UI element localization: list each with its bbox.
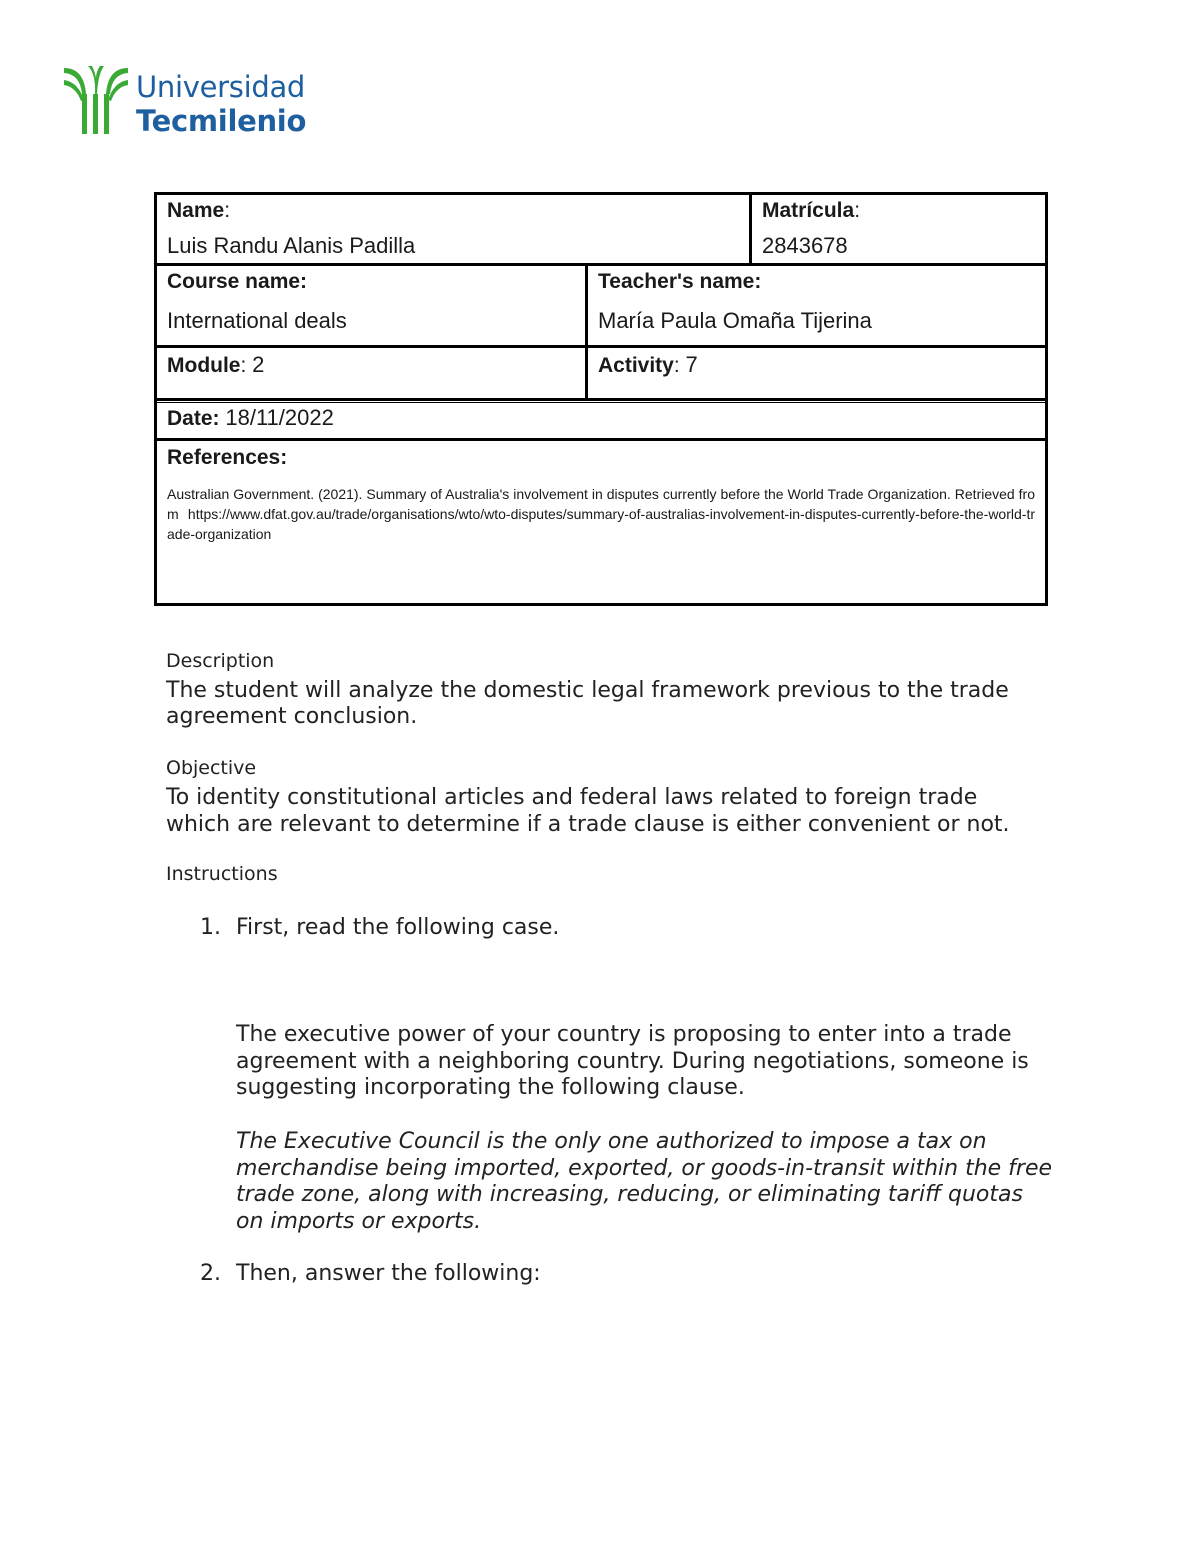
date-label: Date: <box>167 407 220 430</box>
activity-label: Activity <box>598 354 674 377</box>
clause-paragraph: The Executive Council is the only one authorized to impose a tax on merchandise being imported, exported, or goods-in-transit within the free trade zone, along with increasing, reducing, or eliminating tariff quotas on imports or exports. <box>236 1129 1053 1234</box>
list-item-text: Then, answer the following: <box>236 1261 541 1286</box>
module-value: 2 <box>252 352 265 377</box>
teacher-cell: Teacher's name: María Paula Omaña Tijerina <box>588 266 1045 346</box>
activity-value: 7 <box>685 352 698 377</box>
name-label: Name <box>167 199 225 222</box>
teacher-label: Teacher's name <box>598 270 755 293</box>
list-item-text: First, read the following case. <box>236 915 560 940</box>
description-text: The student will analyze the domestic legal framework previous to the trade agreement conclusion. <box>166 678 1009 729</box>
date-cell <box>157 401 1045 439</box>
course-label: Course name <box>167 270 301 293</box>
matricula-cell: Matrícula: 2843678 <box>752 195 1045 265</box>
activity-cell: Activity: 7 <box>598 352 698 377</box>
objective-text: To identity constitutional articles and federal laws related to foreign trade which are relevant to determine if a trade clause is either convenient or not. <box>166 785 1010 837</box>
date-value: 18/11/2022 <box>225 405 334 430</box>
references-label: References: <box>167 446 288 469</box>
case-paragraph: The executive power of your country is proposing to enter into a trade agreement with a neighboring country. During negotiations, someone is suggesting incorporating the following clause. <box>236 1022 1029 1100</box>
list-item-number: 2. <box>200 1261 221 1286</box>
university-logo <box>62 64 322 140</box>
course-value: International deals <box>167 308 347 333</box>
references-cell <box>157 442 1045 600</box>
logo-text-universidad: Universidad <box>136 70 306 104</box>
teacher-value: María Paula Omaña Tijerina <box>598 308 872 333</box>
student-info-table <box>154 192 1048 606</box>
references-text: Australian Government. (2021). Summary of Australia's involvement in disputes currently before the World Trade Organization. Retrieved from https://www.dfat.gov.au/trade/organisations/wto/wto-disputes/summary-of-australias-involvement-in-disputes-currently-before-the-world-trade-organization <box>167 486 1035 542</box>
module-cell: Module: 2 <box>167 352 265 377</box>
name-cell: Name: Luis Randu Alanis Padilla <box>157 195 749 265</box>
logo-text-tecmilenio: Tecmilenio <box>136 104 307 138</box>
tecmilenio-leaf-icon <box>62 64 130 136</box>
objective-label: Objective <box>166 757 257 779</box>
course-cell: Course name: International deals <box>157 266 585 346</box>
list-item-number: 1. <box>200 915 221 940</box>
module-label: Module <box>167 354 241 377</box>
instructions-label: Instructions <box>166 863 278 885</box>
description-label: Description <box>166 650 275 672</box>
name-value: Luis Randu Alanis Padilla <box>167 233 416 258</box>
matricula-label: Matrícula <box>762 199 855 222</box>
matricula-value: 2843678 <box>762 233 848 258</box>
